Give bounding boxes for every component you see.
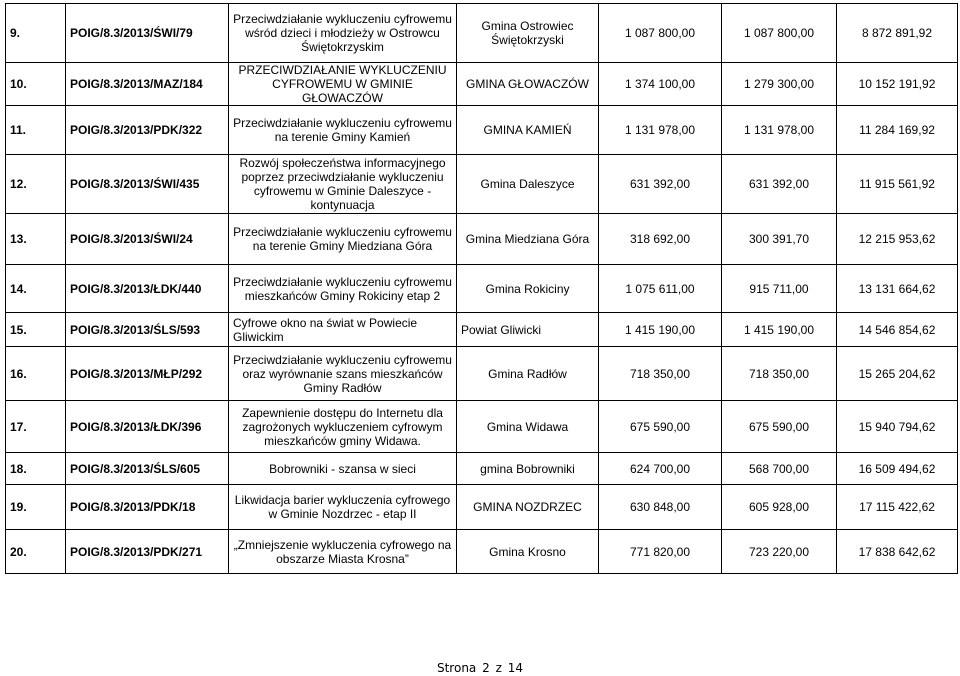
row-number: 20. [6,530,66,574]
cumulative-value: 15 940 794,62 [837,401,958,453]
total-value: 1 374 100,00 [599,63,722,106]
project-code: POIG/8.3/2013/PDK/322 [66,106,229,155]
total-value: 630 848,00 [599,485,722,530]
row-number: 11. [6,106,66,155]
project-title: Likwidacja barier wykluczenia cyfrowego w Gminie Nozdrzec - etap II [229,485,457,530]
project-code: POIG/8.3/2013/ŁDK/440 [66,265,229,313]
project-code: POIG/8.3/2013/PDK/18 [66,485,229,530]
beneficiary: GMINA KAMIEŃ [457,106,599,155]
footer-label: Strona [436,661,477,675]
project-code: POIG/8.3/2013/ŚLS/593 [66,313,229,347]
footer-of: z [495,661,502,675]
project-title: Cyfrowe okno na świat w Powiecie Gliwickim [229,313,457,347]
cumulative-value: 14 546 854,62 [837,313,958,347]
project-title: „Zmniejszenie wykluczenia cyfrowego na obszarze Miasta Krosna” [229,530,457,574]
beneficiary: Gmina Rokiciny [457,265,599,313]
eligible-value: 605 928,00 [722,485,837,530]
table-row [6,4,958,63]
eligible-value: 723 220,00 [722,530,837,574]
row-number: 18. [6,453,66,485]
table-row [6,63,958,106]
beneficiary: Powiat Gliwicki [457,313,599,347]
beneficiary: Gmina Widawa [457,401,599,453]
table-row [6,530,958,574]
eligible-value: 568 700,00 [722,453,837,485]
project-code: POIG/8.3/2013/ŚWI/79 [66,4,229,63]
table-body [6,4,958,574]
cumulative-value: 8 872 891,92 [837,4,958,63]
beneficiary: GMINA NOZDRZEC [457,485,599,530]
total-value: 675 590,00 [599,401,722,453]
project-title: Przeciwdziałanie wykluczeniu cyfrowemu mieszkańców Gminy Rokiciny etap 2 [229,265,457,313]
table-row [6,265,958,313]
row-number: 15. [6,313,66,347]
row-number: 19. [6,485,66,530]
cumulative-value: 10 152 191,92 [837,63,958,106]
beneficiary: Gmina Radłów [457,347,599,401]
footer-page: 2 [482,661,490,675]
project-code: POIG/8.3/2013/ŚWI/24 [66,214,229,265]
total-value: 1 131 978,00 [599,106,722,155]
eligible-value: 1 415 190,00 [722,313,837,347]
eligible-value: 915 711,00 [722,265,837,313]
cumulative-value: 16 509 494,62 [837,453,958,485]
page-footer [0,661,960,675]
footer-total: 14 [507,661,523,675]
total-value: 631 392,00 [599,155,722,214]
project-code: POIG/8.3/2013/ŚLS/605 [66,453,229,485]
total-value: 771 820,00 [599,530,722,574]
beneficiary: Gmina Daleszyce [457,155,599,214]
beneficiary: GMINA GŁOWACZÓW [457,63,599,106]
project-code: POIG/8.3/2013/ŁDK/396 [66,401,229,453]
total-value: 318 692,00 [599,214,722,265]
row-number: 12. [6,155,66,214]
project-title: Bobrowniki - szansa w sieci [229,453,457,485]
project-title: Rozwój społeczeństwa informacyjnego poprzez przeciwdziałanie wykluczeniu cyfrowemu w Gminie Daleszyce - kontynuacja [229,155,457,214]
beneficiary: gmina Bobrowniki [457,453,599,485]
project-code: POIG/8.3/2013/MAZ/184 [66,63,229,106]
beneficiary: Gmina Miedziana Góra [457,214,599,265]
table-row [6,347,958,401]
project-title: PRZECIWDZIAŁANIE WYKLUCZENIU CYFROWEMU W GMINIE GŁOWACZÓW [229,63,457,106]
projects-table [5,3,958,574]
cumulative-value: 11 915 561,92 [837,155,958,214]
row-number: 16. [6,347,66,401]
project-code: POIG/8.3/2013/ŚWI/435 [66,155,229,214]
row-number: 10. [6,63,66,106]
row-number: 17. [6,401,66,453]
project-title: Przeciwdziałanie wykluczeniu cyfrowemu na terenie Gminy Miedziana Góra [229,214,457,265]
total-value: 1 087 800,00 [599,4,722,63]
eligible-value: 675 590,00 [722,401,837,453]
total-value: 1 415 190,00 [599,313,722,347]
total-value: 718 350,00 [599,347,722,401]
eligible-value: 1 087 800,00 [722,4,837,63]
table-row [6,453,958,485]
total-value: 1 075 611,00 [599,265,722,313]
project-title: Zapewnienie dostępu do Internetu dla zagrożonych wykluczeniem cyfrowym mieszkańców gminy Widawa. [229,401,457,453]
table-row [6,214,958,265]
eligible-value: 1 279 300,00 [722,63,837,106]
table-row [6,485,958,530]
project-code: POIG/8.3/2013/MŁP/292 [66,347,229,401]
table-row [6,313,958,347]
eligible-value: 1 131 978,00 [722,106,837,155]
total-value: 624 700,00 [599,453,722,485]
eligible-value: 718 350,00 [722,347,837,401]
eligible-value: 300 391,70 [722,214,837,265]
project-title: Przeciwdziałanie wykluczeniu cyfrowemu wśród dzieci i młodzieży w Ostrowcu Świętokrzyskim [229,4,457,63]
cumulative-value: 11 284 169,92 [837,106,958,155]
cumulative-value: 15 265 204,62 [837,347,958,401]
row-number: 14. [6,265,66,313]
cumulative-value: 17 838 642,62 [837,530,958,574]
table-row [6,155,958,214]
row-number: 13. [6,214,66,265]
eligible-value: 631 392,00 [722,155,837,214]
project-code: POIG/8.3/2013/PDK/271 [66,530,229,574]
cumulative-value: 12 215 953,62 [837,214,958,265]
beneficiary: Gmina Ostrowiec Świętokrzyski [457,4,599,63]
cumulative-value: 17 115 422,62 [837,485,958,530]
project-title: Przeciwdziałanie wykluczeniu cyfrowemu na terenie Gminy Kamień [229,106,457,155]
beneficiary: Gmina Krosno [457,530,599,574]
cumulative-value: 13 131 664,62 [837,265,958,313]
table-row [6,106,958,155]
project-title: Przeciwdziałanie wykluczeniu cyfrowemu oraz wyrównanie szans mieszkańców Gminy Radłów [229,347,457,401]
table-row [6,401,958,453]
row-number: 9. [6,4,66,63]
